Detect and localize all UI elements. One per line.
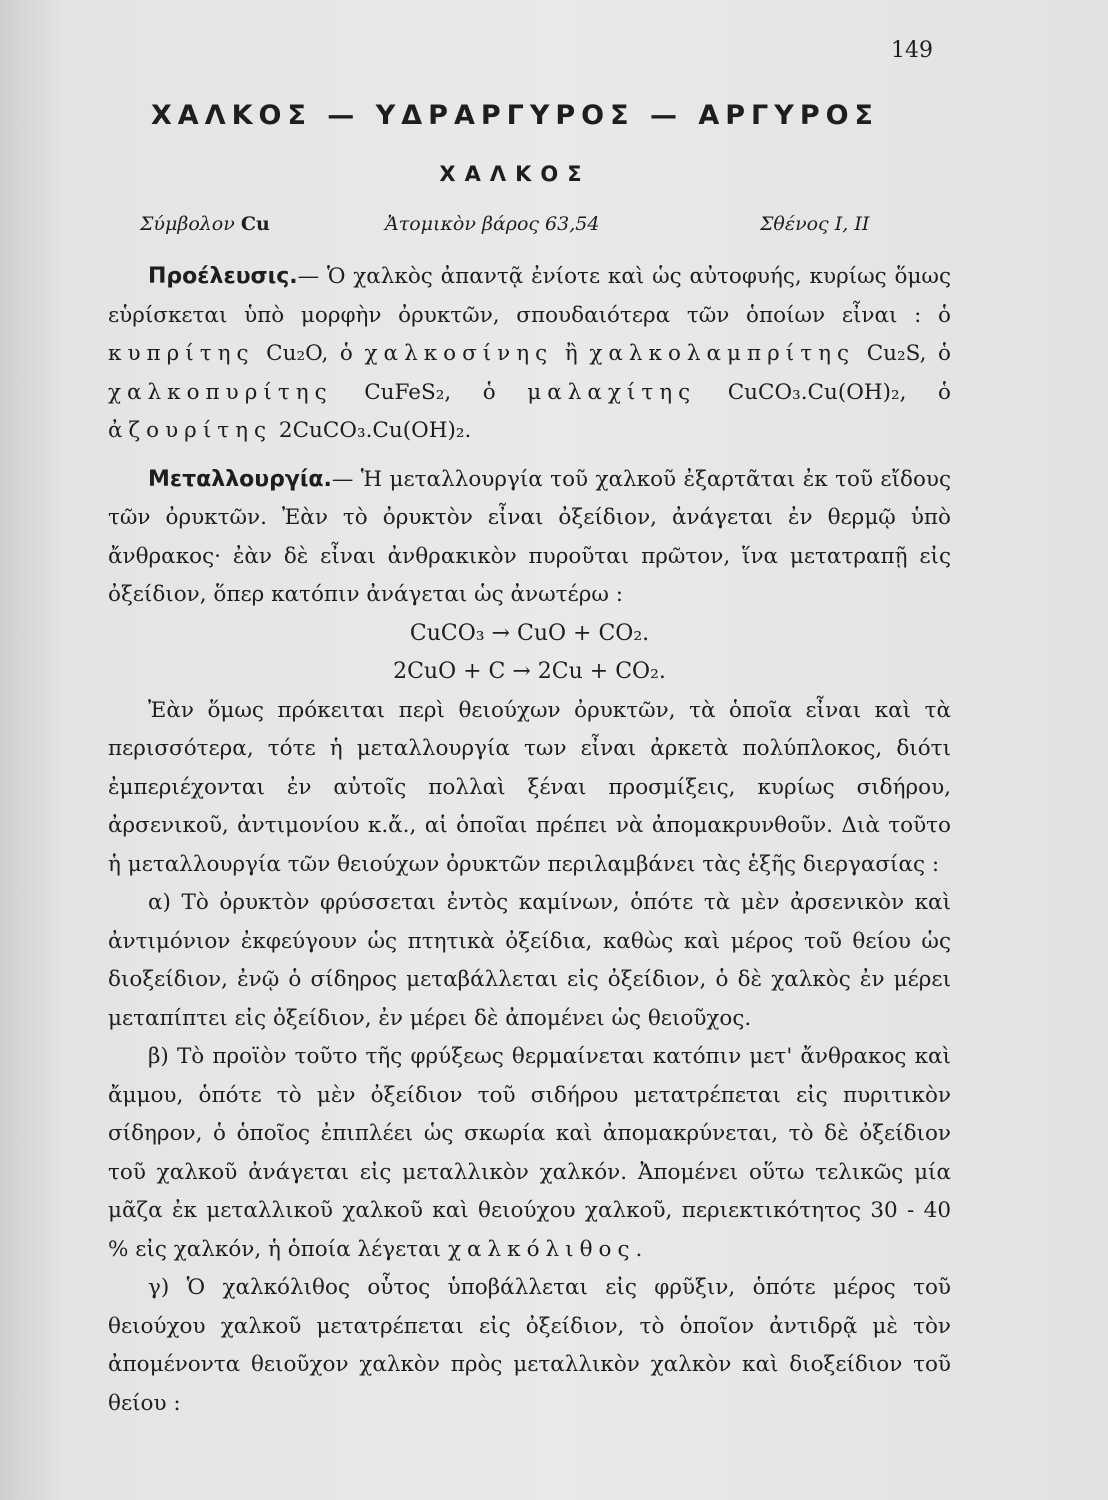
origin-text-3: ἢ [564, 341, 578, 366]
chapter-title: ΧΑΛΚΟΣ — ΥΔΡΑΡΓΥΡΟΣ — ΑΡΓΥΡΟΣ [150, 100, 879, 131]
metallurgy-paragraph [108, 461, 951, 615]
origin-text-2: Cu₂O, ὁ [266, 341, 353, 366]
atomic-weight: Ἀτομικὸν βάρος 63,54 [385, 213, 600, 235]
origin-text-6: CuCO₃.Cu(OH)₂, ὁ [727, 379, 951, 405]
mineral-cuprite: κυπρίτης [108, 341, 255, 366]
origin-text-7: 2CuCO₃.Cu(OH)₂. [278, 418, 472, 443]
origin-heading: Προέλευσις. [148, 264, 298, 289]
section-title: ΧΑΛΚΟΣ [439, 162, 591, 186]
mineral-azurite: ἀζουρίτης [108, 418, 273, 443]
symbol-line [140, 213, 270, 235]
step-b-text: β) Τὸ προϊὸν τοῦτο τῆς φρύξεως θερμαίνεται κατόπιν μετ' ἄνθρακος καὶ ἄμμου, ὁπότε τὸ μὲν ὀξείδιον τοῦ σιδήρου μετατρέπεται εἰς πυριτικὸν σίδηρον, ὁ ὁποῖος ἐπιπλέει ὡς σκωρία καὶ ἀπομακρύνεται, τὸ δὲ ὀξείδιον τοῦ χαλκοῦ ἀνάγεται εἰς μεταλλικὸν χαλκόν. Ἀπομένει οὕτω τελικῶς μία μᾶζα ἐκ μεταλλικοῦ χαλκοῦ καὶ θειούχου χαλκοῦ, περιεκτικότητος 30 - 40 % εἰς χαλκόν, ἡ ὁποία λέγεται [108, 1044, 951, 1262]
origin-text-4: Cu₂S, ὁ [866, 341, 951, 366]
metallurgy-heading: Μεταλλουργία. [148, 466, 332, 492]
origin-text-5: CuFeS₂, ὁ [364, 379, 496, 405]
valence: Σθένος I, II [760, 213, 870, 235]
origin-text-1: — Ὁ χαλκὸς ἀπαντᾷ ἐνίοτε καὶ ὡς αὐτοφυής, κυρίως ὅμως εὑρίσκεται ὑπὸ μορφὴν ὀρυκτῶν, σπουδαιότερα τῶν ὁποίων εἶναι : ὁ [108, 264, 951, 328]
equation-2: 2CuO + C → 2Cu + CO₂. [393, 659, 666, 684]
step-b-term: χαλκόλιθος. [447, 1236, 649, 1262]
equation-1: CuCO₃ → CuO + CO₂. [409, 620, 650, 646]
metallurgy-text: — Ἡ μεταλλουργία τοῦ χαλκοῦ ἐξαρτᾶται ἐκ τοῦ εἴδους τῶν ὀρυκτῶν. Ἐὰν τὸ ὀρυκτὸν εἶναι ὀξείδιον, ἀνάγεται ἐν θερμῷ ὑπὸ ἄνθρακος· ἐὰν δὲ εἶναι ἀνθρακικὸν πυροῦται πρῶτον, ἵνα μετατραπῇ εἰς ὀξείδιον, ὅπερ κατόπιν ἀνάγεται ὡς ἀνωτέρω : [108, 466, 951, 607]
mineral-chalcolamprite: χαλκολαμπρίτης [589, 341, 856, 366]
mineral-chalcocite: χαλκοσίνης [364, 341, 554, 366]
sulfide-paragraph: Ἐὰν ὅμως πρόκειται περὶ θειούχων ὀρυκτῶν, τὰ ὁποῖα εἶναι καὶ τὰ περισσότερα, τότε ἡ μεταλλουργία των εἶναι ἀρκετὰ πολύπλοκος, διότι ἐμπεριέχονται ἐν αὐτοῖς πολλαὶ ξέναι προσμίξεις, κυρίως σιδήρου, ἀρσενικοῦ, ἀντιμονίου κ.ἄ., αἱ ὁποῖαι πρέπει νὰ ἀπομακρυνθοῦν. Διὰ τοῦτο ἡ μεταλλουργία τῶν θειούχων ὀρυκτῶν περιλαμβάνει τὰς ἑξῆς διεργασίας : [108, 697, 951, 877]
step-a: α) Τὸ ὀρυκτὸν φρύσσεται ἐντὸς καμίνων, ὁπότε τὰ μὲν ἀρσενικὸν καὶ ἀντιμόνιον ἐκφεύγουν ὡς πτητικὰ ὀξείδια, καθὼς καὶ μέρος τοῦ θείου ὡς διοξείδιον, ἐνῷ ὁ σίδηρος μεταβάλλεται εἰς ὀξείδιον, ὁ δὲ χαλκὸς ἐν μέρει μεταπίπτει εἰς ὀξείδιον, ἐν μέρει δὲ ἀπομένει ὡς θειοῦχος. [108, 890, 951, 1031]
symbol-label: Σύμβολον [140, 213, 235, 235]
symbol-value: Cu [240, 213, 270, 235]
mineral-malachite: μαλαχίτης [527, 379, 697, 405]
step-b [108, 1038, 951, 1269]
origin-paragraph [108, 258, 951, 451]
page-body [108, 258, 951, 1423]
page-number: 149 [891, 38, 933, 63]
mineral-chalcopyrite: χαλκοπυρίτης [108, 379, 333, 405]
step-c: γ) Ὁ χαλκόλιθος οὗτος ὑποβάλλεται εἰς φρῦξιν, ὁπότε μέρος τοῦ θειούχου χαλκοῦ μετατρέπεται εἰς ὀξείδιον, τὸ ὁποῖον ἀντιδρᾷ μὲ τὸν ἀπομένοντα θειοῦχον χαλκὸν πρὸς μεταλλικὸν χαλκὸν καὶ διοξείδιον τοῦ θείου : [108, 1275, 951, 1416]
